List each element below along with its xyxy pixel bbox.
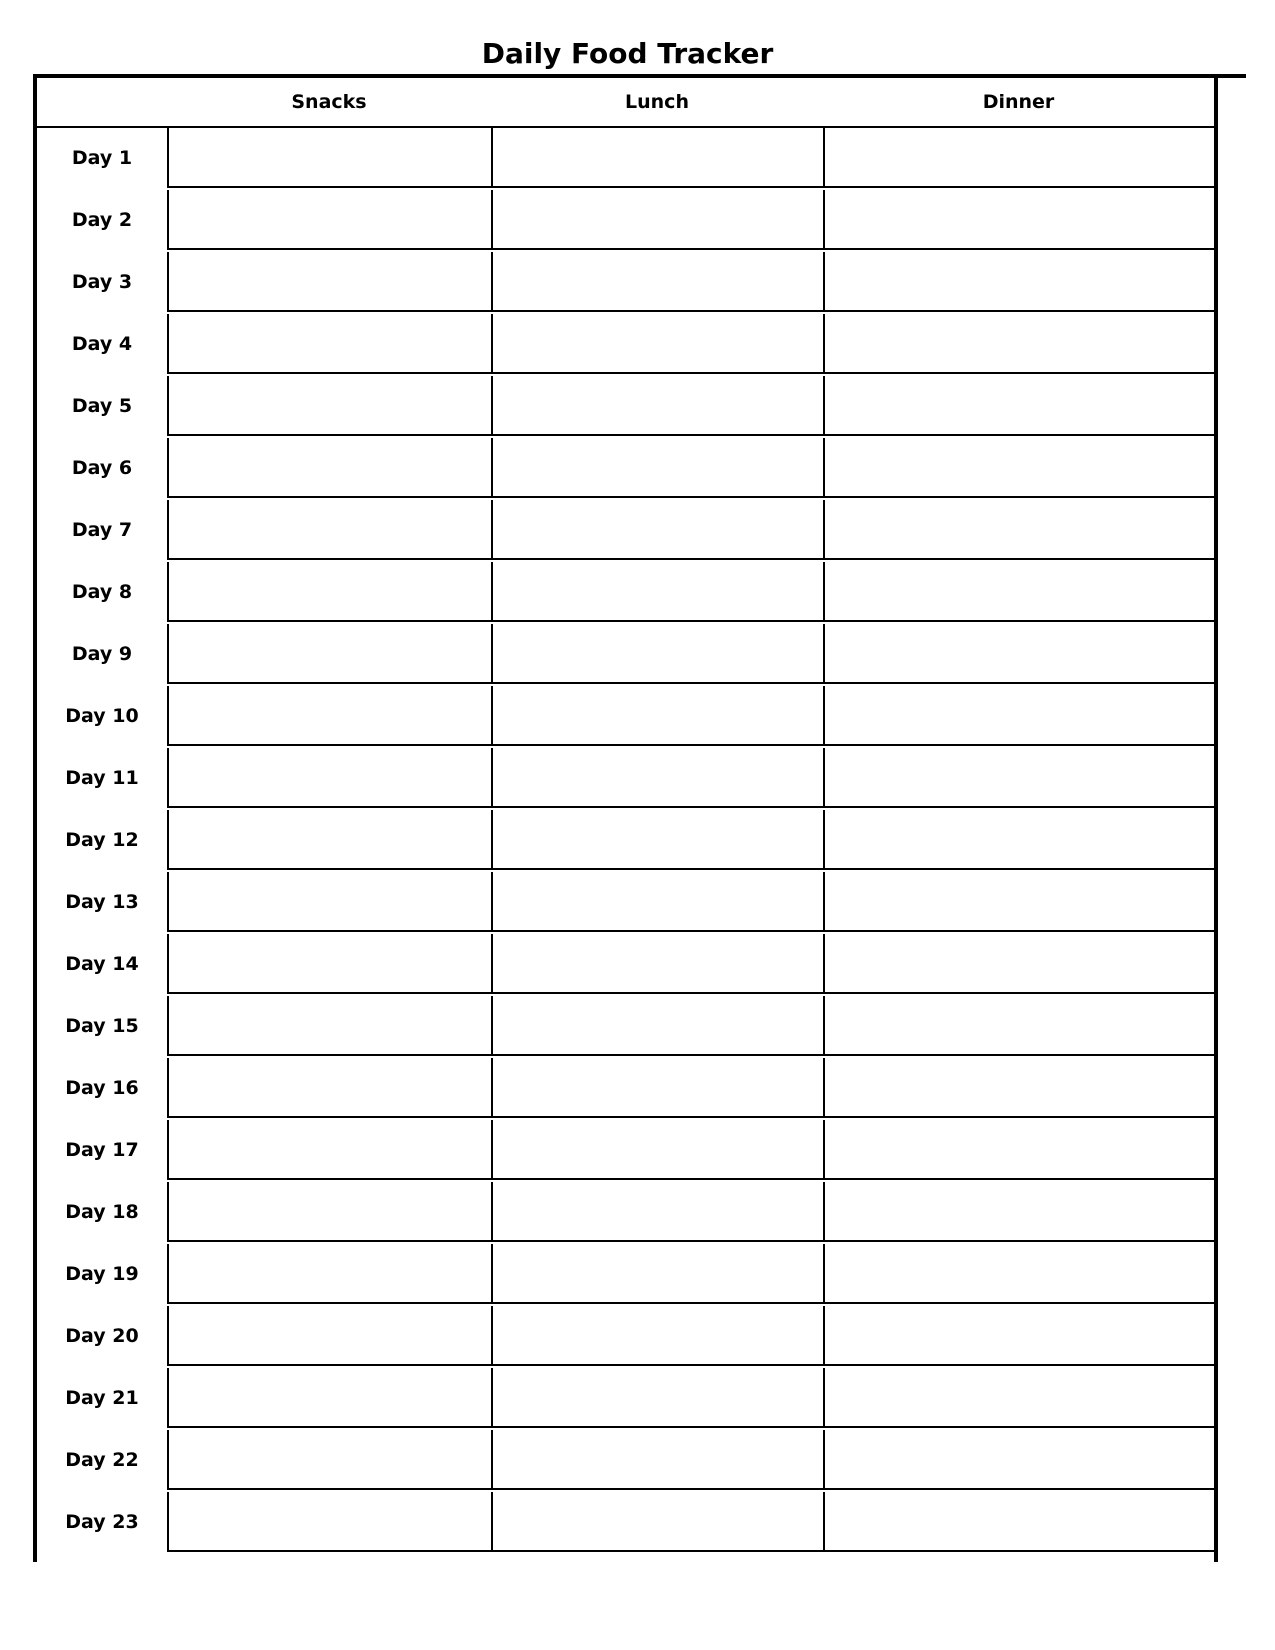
dinner-entry-cell[interactable] <box>823 624 1214 684</box>
table-row <box>33 1492 1218 1554</box>
dinner-entry-cell[interactable] <box>823 1492 1214 1552</box>
day-label: Day 1 <box>71 147 133 169</box>
day-label: Day 13 <box>65 891 139 913</box>
lunch-entry-cell[interactable] <box>491 810 823 870</box>
lunch-entry-cell[interactable] <box>491 1120 823 1180</box>
table-row <box>33 500 1218 562</box>
snacks-entry-cell[interactable] <box>167 810 491 870</box>
dinner-entry-cell[interactable] <box>823 500 1214 560</box>
table-row <box>33 1368 1218 1430</box>
snacks-entry-cell[interactable] <box>167 376 491 436</box>
lunch-entry-cell[interactable] <box>491 934 823 994</box>
day-label: Day 2 <box>71 209 133 231</box>
dinner-entry-cell[interactable] <box>823 190 1214 250</box>
day-label: Day 12 <box>65 829 139 851</box>
table-row <box>33 1430 1218 1492</box>
table-row <box>33 190 1218 252</box>
snacks-entry-cell[interactable] <box>167 996 491 1056</box>
table-row <box>33 438 1218 500</box>
dinner-entry-cell[interactable] <box>823 686 1214 746</box>
snacks-entry-cell[interactable] <box>167 562 491 622</box>
day-label: Day 21 <box>65 1387 139 1409</box>
lunch-entry-cell[interactable] <box>491 562 823 622</box>
dinner-entry-cell[interactable] <box>823 438 1214 498</box>
dinner-entry-cell[interactable] <box>823 1306 1214 1366</box>
day-label: Day 6 <box>71 457 133 479</box>
table-row <box>33 562 1218 624</box>
lunch-entry-cell[interactable] <box>491 128 823 188</box>
snacks-entry-cell[interactable] <box>167 1368 491 1428</box>
dinner-entry-cell[interactable] <box>823 996 1214 1056</box>
lunch-entry-cell[interactable] <box>491 500 823 560</box>
table-row <box>33 314 1218 376</box>
day-label: Day 3 <box>71 271 133 293</box>
snacks-entry-cell[interactable] <box>167 438 491 498</box>
lunch-entry-cell[interactable] <box>491 252 823 312</box>
dinner-entry-cell[interactable] <box>823 1368 1214 1428</box>
lunch-entry-cell[interactable] <box>491 1244 823 1304</box>
snacks-entry-cell[interactable] <box>167 1306 491 1366</box>
column-header-lunch: Lunch <box>625 91 689 113</box>
dinner-entry-cell[interactable] <box>823 376 1214 436</box>
dinner-entry-cell[interactable] <box>823 562 1214 622</box>
snacks-entry-cell[interactable] <box>167 1430 491 1490</box>
lunch-entry-cell[interactable] <box>491 1430 823 1490</box>
day-label: Day 17 <box>65 1139 139 1161</box>
snacks-entry-cell[interactable] <box>167 1492 491 1552</box>
day-label: Day 11 <box>65 767 139 789</box>
dinner-entry-cell[interactable] <box>823 128 1214 188</box>
dinner-entry-cell[interactable] <box>823 872 1214 932</box>
snacks-entry-cell[interactable] <box>167 624 491 684</box>
lunch-entry-cell[interactable] <box>491 996 823 1056</box>
dinner-entry-cell[interactable] <box>823 934 1214 994</box>
table-row <box>33 810 1218 872</box>
table-row <box>33 1244 1218 1306</box>
day-label: Day 19 <box>65 1263 139 1285</box>
lunch-entry-cell[interactable] <box>491 1368 823 1428</box>
snacks-entry-cell[interactable] <box>167 1182 491 1242</box>
table-row <box>33 1058 1218 1120</box>
snacks-entry-cell[interactable] <box>167 190 491 250</box>
table-body <box>33 128 1218 1554</box>
dinner-entry-cell[interactable] <box>823 314 1214 374</box>
table-row <box>33 686 1218 748</box>
snacks-entry-cell[interactable] <box>167 872 491 932</box>
day-label: Day 20 <box>65 1325 139 1347</box>
snacks-entry-cell[interactable] <box>167 748 491 808</box>
lunch-entry-cell[interactable] <box>491 1058 823 1118</box>
dinner-entry-cell[interactable] <box>823 810 1214 870</box>
lunch-entry-cell[interactable] <box>491 314 823 374</box>
day-label: Day 16 <box>65 1077 139 1099</box>
dinner-entry-cell[interactable] <box>823 1244 1214 1304</box>
lunch-entry-cell[interactable] <box>491 1182 823 1242</box>
column-header-snacks: Snacks <box>291 91 367 113</box>
snacks-entry-cell[interactable] <box>167 314 491 374</box>
dinner-entry-cell[interactable] <box>823 1182 1214 1242</box>
snacks-entry-cell[interactable] <box>167 252 491 312</box>
lunch-entry-cell[interactable] <box>491 376 823 436</box>
lunch-entry-cell[interactable] <box>491 1306 823 1366</box>
lunch-entry-cell[interactable] <box>491 748 823 808</box>
table-row <box>33 128 1218 190</box>
dinner-entry-cell[interactable] <box>823 748 1214 808</box>
table-row <box>33 624 1218 686</box>
lunch-entry-cell[interactable] <box>491 686 823 746</box>
snacks-entry-cell[interactable] <box>167 500 491 560</box>
lunch-entry-cell[interactable] <box>491 438 823 498</box>
snacks-entry-cell[interactable] <box>167 934 491 994</box>
day-label: Day 8 <box>71 581 133 603</box>
day-label: Day 10 <box>65 705 139 727</box>
day-label: Day 23 <box>65 1511 139 1533</box>
snacks-entry-cell[interactable] <box>167 128 491 188</box>
day-label: Day 22 <box>65 1449 139 1471</box>
table-row <box>33 996 1218 1058</box>
table-row <box>33 872 1218 934</box>
table-row <box>33 376 1218 438</box>
day-label: Day 7 <box>71 519 133 541</box>
table-row <box>33 1182 1218 1244</box>
table-row <box>33 252 1218 314</box>
day-label: Day 18 <box>65 1201 139 1223</box>
dinner-entry-cell[interactable] <box>823 252 1214 312</box>
table-row <box>33 934 1218 996</box>
day-label: Day 5 <box>71 395 133 417</box>
day-label: Day 15 <box>65 1015 139 1037</box>
day-label: Day 9 <box>71 643 133 665</box>
page-title: Daily Food Tracker <box>481 37 774 70</box>
table-row <box>33 1120 1218 1182</box>
lunch-entry-cell[interactable] <box>491 624 823 684</box>
lunch-entry-cell[interactable] <box>491 1492 823 1552</box>
dinner-entry-cell[interactable] <box>823 1120 1214 1180</box>
lunch-entry-cell[interactable] <box>491 872 823 932</box>
snacks-entry-cell[interactable] <box>167 686 491 746</box>
dinner-entry-cell[interactable] <box>823 1058 1214 1118</box>
snacks-entry-cell[interactable] <box>167 1120 491 1180</box>
tracker-table <box>33 74 1248 1562</box>
table-row <box>33 1306 1218 1368</box>
snacks-entry-cell[interactable] <box>167 1244 491 1304</box>
day-label: Day 14 <box>65 953 139 975</box>
lunch-entry-cell[interactable] <box>491 190 823 250</box>
column-header-dinner: Dinner <box>982 91 1055 113</box>
table-row <box>33 748 1218 810</box>
day-label: Day 4 <box>71 333 133 355</box>
dinner-entry-cell[interactable] <box>823 1430 1214 1490</box>
snacks-entry-cell[interactable] <box>167 1058 491 1118</box>
